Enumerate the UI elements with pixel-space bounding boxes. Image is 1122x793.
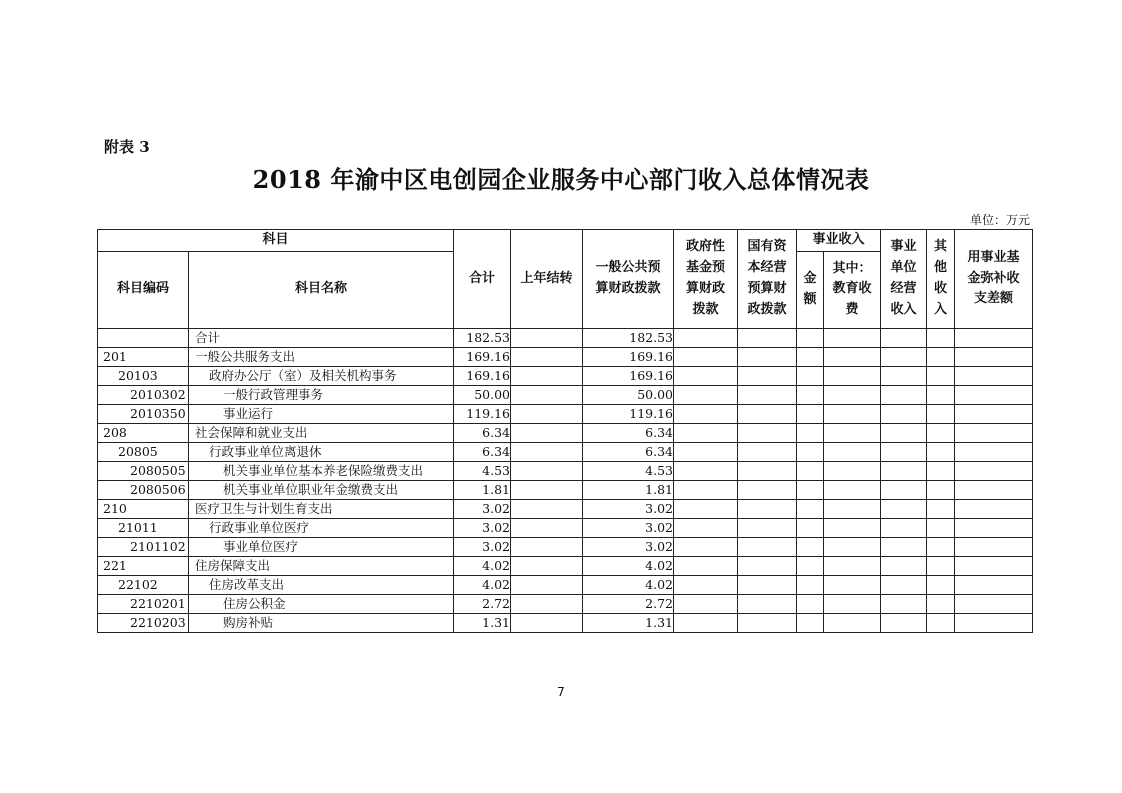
row-code: 2210203 [98, 613, 189, 632]
total-header: 合计 [454, 230, 511, 329]
row-code: 22102 [98, 575, 189, 594]
row-general: 3.02 [583, 537, 674, 556]
row-carryover [511, 423, 583, 442]
row-name: 住房保障支出 [189, 556, 454, 575]
state-capital-header: 国有资本经营预算财政拨款 [738, 230, 797, 329]
carryover-header: 上年结转 [511, 230, 583, 329]
business-income-header: 事业收入 [797, 230, 881, 252]
table-row [98, 556, 1033, 575]
row-carryover [511, 613, 583, 632]
unit-label: 单位：万元 [969, 213, 1030, 227]
row-code: 221 [98, 556, 189, 575]
row-carryover [511, 518, 583, 537]
fund-budget-header: 政府性基金预算财政拨款 [674, 230, 738, 329]
table-row [98, 480, 1033, 499]
row-total: 3.02 [454, 499, 511, 518]
row-carryover [511, 328, 583, 347]
name-header: 科目名称 [189, 251, 454, 328]
table-row [98, 594, 1033, 613]
table-row [98, 328, 1033, 347]
page-number: 7 [557, 685, 565, 699]
page-title: 2018 年渝中区电创园企业服务中心部门收入总体情况表 [252, 165, 870, 194]
row-carryover [511, 575, 583, 594]
row-code: 2080505 [98, 461, 189, 480]
row-code [98, 328, 189, 347]
row-carryover [511, 404, 583, 423]
row-carryover [511, 556, 583, 575]
row-total: 4.02 [454, 556, 511, 575]
row-carryover [511, 385, 583, 404]
row-total: 50.00 [454, 385, 511, 404]
row-general: 2.72 [583, 594, 674, 613]
row-carryover [511, 442, 583, 461]
table-row [98, 404, 1033, 423]
row-total: 1.31 [454, 613, 511, 632]
row-name: 合计 [189, 328, 454, 347]
row-name: 社会保障和就业支出 [189, 423, 454, 442]
row-carryover [511, 499, 583, 518]
table-row [98, 423, 1033, 442]
table-row [98, 347, 1033, 366]
row-total: 3.02 [454, 518, 511, 537]
table-row [98, 385, 1033, 404]
row-name: 行政事业单位医疗 [189, 518, 454, 537]
row-code: 2010350 [98, 404, 189, 423]
fund-gap-header: 用事业基金弥补收支差额 [955, 230, 1033, 329]
unit-operating-header: 事业单位经营收入 [881, 230, 927, 329]
row-name: 医疗卫生与计划生育支出 [189, 499, 454, 518]
row-name: 住房改革支出 [189, 575, 454, 594]
row-total: 6.34 [454, 442, 511, 461]
other-income-header: 其他收入 [927, 230, 955, 329]
row-code: 21011 [98, 518, 189, 537]
amount-header: 金额 [797, 251, 824, 328]
row-general: 50.00 [583, 385, 674, 404]
row-carryover [511, 347, 583, 366]
row-carryover [511, 537, 583, 556]
row-general: 3.02 [583, 518, 674, 537]
row-code: 2210201 [98, 594, 189, 613]
row-general: 169.16 [583, 347, 674, 366]
row-general: 4.02 [583, 556, 674, 575]
table-row [98, 499, 1033, 518]
row-name: 住房公积金 [189, 594, 454, 613]
row-name: 机关事业单位职业年金缴费支出 [189, 480, 454, 499]
row-total: 169.16 [454, 366, 511, 385]
row-total: 2.72 [454, 594, 511, 613]
row-name: 一般公共服务支出 [189, 347, 454, 366]
row-general: 1.81 [583, 480, 674, 499]
row-general: 6.34 [583, 442, 674, 461]
row-code: 20805 [98, 442, 189, 461]
row-general: 6.34 [583, 423, 674, 442]
row-carryover [511, 480, 583, 499]
row-general: 1.31 [583, 613, 674, 632]
education-fee-header: 其中：教育收费 [824, 251, 881, 328]
row-general: 4.02 [583, 575, 674, 594]
row-code: 20103 [98, 366, 189, 385]
subject-header: 科目 [98, 230, 454, 252]
code-header: 科目编码 [98, 251, 189, 328]
row-total: 4.53 [454, 461, 511, 480]
row-total: 1.81 [454, 480, 511, 499]
table-row [98, 537, 1033, 556]
annex-label: 附表 3 [104, 138, 150, 156]
row-code: 201 [98, 347, 189, 366]
row-name: 事业运行 [189, 404, 454, 423]
row-name: 行政事业单位离退休 [189, 442, 454, 461]
row-code: 2101102 [98, 537, 189, 556]
row-total: 3.02 [454, 537, 511, 556]
table-row [98, 575, 1033, 594]
row-general: 119.16 [583, 404, 674, 423]
row-code: 210 [98, 499, 189, 518]
table-row [98, 442, 1033, 461]
row-name: 政府办公厅（室）及相关机构事务 [189, 366, 454, 385]
row-total: 182.53 [454, 328, 511, 347]
row-general: 3.02 [583, 499, 674, 518]
row-total: 6.34 [454, 423, 511, 442]
table-row [98, 613, 1033, 632]
general-budget-header: 一般公共预算财政拨款 [583, 230, 674, 329]
table-row [98, 461, 1033, 480]
row-name: 机关事业单位基本养老保险缴费支出 [189, 461, 454, 480]
row-name: 事业单位医疗 [189, 537, 454, 556]
row-total: 169.16 [454, 347, 511, 366]
row-code: 2010302 [98, 385, 189, 404]
row-carryover [511, 594, 583, 613]
row-code: 208 [98, 423, 189, 442]
table-row [98, 366, 1033, 385]
row-total: 119.16 [454, 404, 511, 423]
row-carryover [511, 366, 583, 385]
row-name: 一般行政管理事务 [189, 385, 454, 404]
table-row [98, 518, 1033, 537]
row-general: 182.53 [583, 328, 674, 347]
row-general: 169.16 [583, 366, 674, 385]
income-table [97, 229, 1033, 633]
row-general: 4.53 [583, 461, 674, 480]
row-total: 4.02 [454, 575, 511, 594]
row-carryover [511, 461, 583, 480]
row-code: 2080506 [98, 480, 189, 499]
row-name: 购房补贴 [189, 613, 454, 632]
